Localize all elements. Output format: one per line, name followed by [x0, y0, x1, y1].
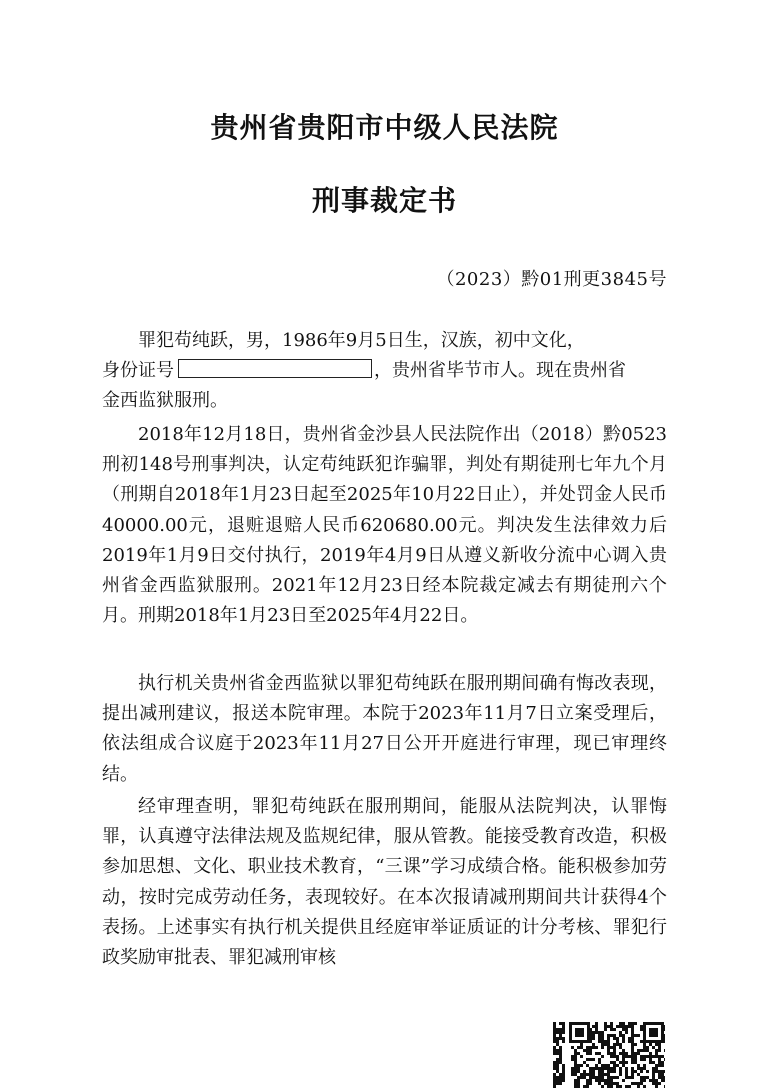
paragraph-1-line-3: 金西监狱服刑。: [102, 390, 228, 411]
paragraph-1-line-1: 罪犯苟纯跃，男，1986年9月5日生，汉族，初中文化，: [138, 330, 585, 351]
case-number: （2023）黔01刑更3845号: [436, 269, 667, 290]
id-number-suffix: ，贵州省毕节市人。现在贵州省: [374, 360, 626, 381]
paragraph-1-line-2: [102, 356, 667, 386]
court-name: 贵州省贵阳市中级人民法院: [210, 111, 559, 144]
qr-code-image: [553, 1022, 665, 1088]
paragraph-trial-findings: 经审理查明，罪犯苟纯跃在服刑期间，能服从法院判决，认罪悔罪，认真遵守法律法规及监规纪律，服从管教。能接受教育改造，积极参加思想、文化、职业技术教育，“三课”学习成绩合格。能积极参加劳动，按时完成劳动任务，表现较好。在本次报请减刑期间共计获得4个表扬。上述事实有执行机关提供且经庭审举证质证的计分考核、罪犯行政奖励审批表、罪犯减刑审核: [102, 796, 667, 969]
paragraph-judgment-history: 2018年12月18日，贵州省金沙县人民法院作出（2018）黔0523刑初148号刑事判决，认定苟纯跃犯诈骗罪，判处有期徒刑七年九个月（刑期自2018年1月23日起至2025年10月22日止），并处罚金人民币40000.00元，退赃退赔人民币620680.00元。判决发生法律效力后2019年1月9日交付执行，2019年4月9日从遵义新收分流中心调入贵州省金西监狱服刑。2021年12月23日经本院裁定减去有期徒刑六个月。刑期2018年1月23日至2025年4月22日。: [102, 424, 667, 627]
document-type-title: 刑事裁定书: [311, 184, 457, 217]
id-number-label: 身份证号: [102, 360, 174, 381]
paragraph-commutation-proposal: 执行机关贵州省金西监狱以罪犯苟纯跃在服刑期间确有悔改表现，提出减刑建议，报送本院审理。本院于2023年11月7日立案受理后，依法组成合议庭于2023年11月27日公开开庭进行审理，现已审理终结。: [102, 673, 667, 785]
qr-code-graphic: [553, 1022, 665, 1088]
redacted-id-box: [178, 359, 372, 378]
